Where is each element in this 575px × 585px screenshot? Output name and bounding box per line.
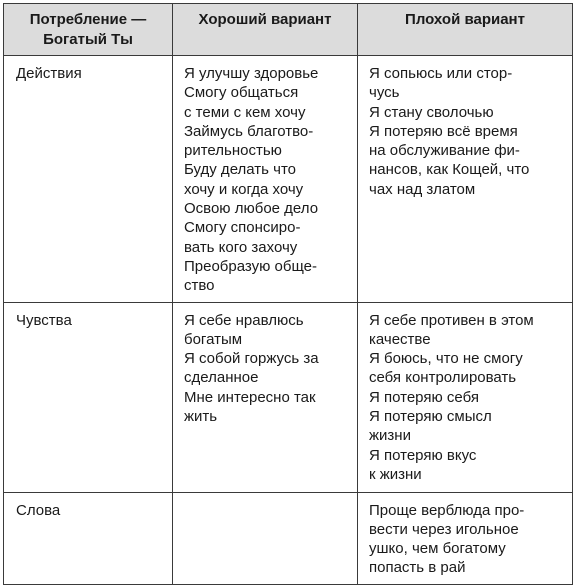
cell-line: чусь <box>369 84 400 102</box>
cell-line: вести через игольное <box>369 520 519 538</box>
bad-variant-cell <box>358 492 573 584</box>
header-good-variant <box>173 4 358 56</box>
cell-line: Я себе противен в этом <box>369 311 534 329</box>
table-header-row <box>4 4 573 56</box>
cell-line: Я потеряю всё время <box>369 122 518 140</box>
cell-line: Проще верблюда про- <box>369 501 525 519</box>
cell-line: рительностью <box>184 142 282 160</box>
cell-line: Я потеряю смысл <box>369 408 492 426</box>
cell-line: Я себе нравлюсь <box>184 311 304 329</box>
cell-line: Я потеряю вкус <box>369 446 477 464</box>
cell-line: Я улучшу здоровье <box>184 65 319 82</box>
table-row-feelings <box>4 302 573 492</box>
cell-line: жизни <box>369 427 411 445</box>
cell-line: нансов, как Кощей, что <box>369 161 530 179</box>
header-bad-label: Плохой вариант <box>405 11 525 28</box>
header-bad-variant <box>358 4 573 56</box>
cell-line: Мне интересно так <box>184 388 316 406</box>
cell-line: Освою любое дело <box>184 200 319 218</box>
row-label-cell <box>4 56 173 303</box>
cell-line: Смогу спонсиро- <box>184 219 301 237</box>
good-variant-cell <box>173 492 358 584</box>
row-label-cell <box>4 492 173 584</box>
cell-line: попасть в рай <box>369 559 466 577</box>
cell-line: ушко, чем богатому <box>369 540 506 558</box>
cell-line: вать кого захочу <box>184 238 298 256</box>
row-label-cell <box>4 302 173 492</box>
cell-line: Я стану сволочью <box>369 103 494 121</box>
bad-variant-cell <box>358 302 573 492</box>
cell-line: к жизни <box>369 465 422 483</box>
row-label: Действия <box>16 65 82 82</box>
header-category-line: Богатый Ты <box>43 31 133 48</box>
table-row-actions <box>4 56 573 303</box>
good-variant-cell <box>173 302 358 492</box>
header-category-line: Потребление — <box>29 11 147 28</box>
cell-line: Займусь благотво- <box>184 122 314 140</box>
cell-line: сделанное <box>184 369 259 387</box>
comparison-table <box>3 3 573 585</box>
cell-line: Я сопьюсь или стор- <box>369 65 513 82</box>
cell-line: на обслуживание фи- <box>369 142 520 160</box>
cell-line: богатым <box>184 330 243 348</box>
cell-line: Я боюсь, что не смогу <box>369 350 523 368</box>
cell-line: Преобразую обще- <box>184 257 317 275</box>
header-good-label: Хороший вариант <box>198 11 332 28</box>
good-variant-cell <box>173 56 358 303</box>
cell-line: жить <box>184 408 218 426</box>
cell-line: качестве <box>369 330 431 348</box>
row-label: Слова <box>16 501 61 519</box>
cell-line: чах над златом <box>369 180 476 198</box>
cell-line: себя контролировать <box>369 369 517 387</box>
cell-line: с теми с кем хочу <box>184 103 306 121</box>
cell-line: Смогу общаться <box>184 84 299 102</box>
cell-line: ство <box>184 277 215 295</box>
table-row-words <box>4 492 573 584</box>
cell-line: хочу и когда хочу <box>184 180 304 198</box>
row-label: Чувства <box>16 311 72 329</box>
cell-line: Я потеряю себя <box>369 388 479 406</box>
cell-line: Я собой горжусь за <box>184 350 319 368</box>
cell-line: Буду делать что <box>184 161 297 179</box>
header-category <box>4 4 173 56</box>
bad-variant-cell <box>358 56 573 303</box>
